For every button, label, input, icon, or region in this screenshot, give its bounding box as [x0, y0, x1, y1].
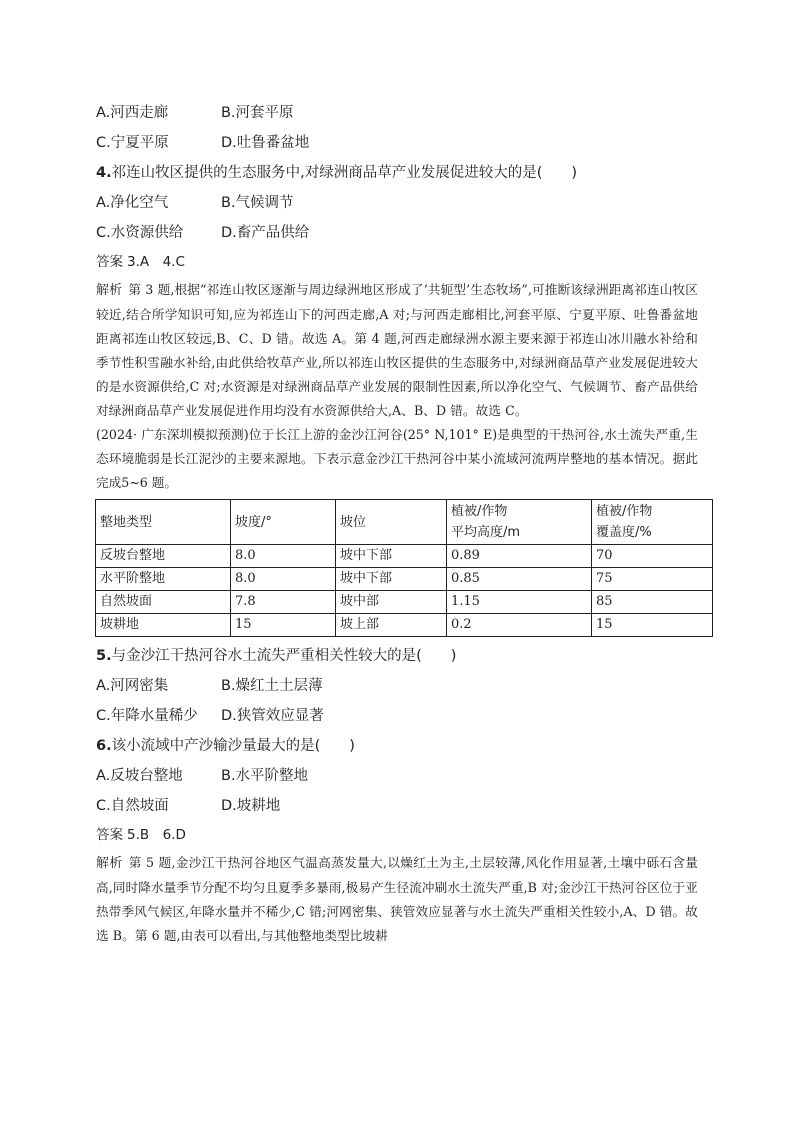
- question-5-text: 与金沙江干热河谷水土流失严重相关性较大的是( ): [111, 648, 457, 664]
- q3-option-a: A.河西走廊: [96, 105, 169, 121]
- q3-option-d: D.吐鲁番盆地: [221, 135, 310, 151]
- q5-option-c: C.年降水量稀少: [96, 708, 198, 724]
- q6-options-row-1: [96, 761, 698, 791]
- explanation-3-4: [96, 278, 698, 423]
- q6-option-d: D.坡耕地: [221, 798, 281, 814]
- explanation-label: 解析: [96, 856, 123, 871]
- table-cell: 0.2: [447, 614, 592, 637]
- table-cell: 8.0: [231, 545, 336, 568]
- answer-3-4: [96, 248, 698, 276]
- table-cell: 15: [592, 614, 713, 637]
- q6-option-a: A.反坡台整地: [96, 768, 183, 784]
- question-4: [96, 158, 698, 188]
- table-row: [96, 545, 713, 568]
- table-cell: 15: [231, 614, 336, 637]
- explanation-label: 解析: [96, 283, 123, 298]
- table-cell: 0.85: [447, 568, 592, 591]
- q3-option-b: B.河套平原: [221, 105, 294, 121]
- explanation-text: 第 5 题,金沙江干热河谷地区气温高蒸发量大,以燥红土为主,土层较薄,风化作用显著,土壤中砾石含量高,同时降水量季节分配不均匀且夏季多暴雨,极易产生径流冲刷水土流失严重,B 对;金沙江干热河谷区位于亚热带季风气候区,年降水量并不稀少,C 错;河网密集、狭管效应显著与水土流失严重相关性较小,A、D 错。故选 B。第 6 题,由表可以看出,与其他整地类型比坡耕: [96, 855, 699, 943]
- q5-options-row-2: [96, 701, 698, 731]
- intro-5-6: (2024· 广东深圳模拟预测)位于长江上游的金沙江河谷(25° N,101° E)是典型的干热河谷,水土流失严重,生态环境脆弱是长江泥沙的主要来源地。下表示意金沙江干热河谷中某小流域河流两岸整地的基本情况。据此完成5~6 题。: [96, 427, 698, 490]
- question-6-number: 6.: [96, 738, 112, 754]
- answer-text: 5.B 6.D: [127, 827, 186, 843]
- table-cell: 反坡台整地: [96, 545, 231, 568]
- table-row: [96, 591, 713, 614]
- explanation-text: 第 3 题,根据“祁连山牧区逐渐与周边绿洲地区形成了‘共轭型’生态牧场”,可推断该绿洲距离祁连山牧区较近,结合所学知识可知,应为祁连山下的河西走廊,A 对;与河西走廊相比,河套平原、宁夏平原、吐鲁番盆地距离祁连山牧区较远,B、C、D 错。故选 A。第 4 题,河西走廊绿洲水源主要来源于祁连山冰川融水补给和季节性积雪融水补给,由此供给牧草产业,所以祁连山牧区提供的生态服务中,对绿洲商品草产业发展促进较大的是水资源供给,C 对;水资源是对绿洲商品草产业发展的限制性因素,所以净化空气、气候调节、畜产品供给对绿洲商品草产业发展促进作用均没有水资源供给大,A、B、D 错。故选 C。: [96, 282, 698, 418]
- question-6: [96, 731, 698, 761]
- q5-option-d: D.狭管效应显著: [221, 708, 324, 724]
- table-cell: 7.8: [231, 591, 336, 614]
- table-header-height: 植被/作物 平均高度/m: [447, 500, 592, 545]
- answer-label: 答案: [96, 827, 123, 843]
- table-row: [96, 568, 713, 591]
- q5-options-row-1: [96, 671, 698, 701]
- land-preparation-table: [95, 499, 713, 637]
- explanation-5-6: [96, 851, 698, 948]
- q4-options-row-1: [96, 188, 698, 218]
- q4-options-row-2: [96, 218, 698, 248]
- table-cell: 水平阶整地: [96, 568, 231, 591]
- question-6-text: 该小流域中产沙输沙量最大的是( ): [111, 738, 355, 754]
- table-cell: 0.89: [447, 545, 592, 568]
- table-row: [96, 614, 713, 637]
- q5-option-b: B.燥红土土层薄: [221, 678, 323, 694]
- question-5-number: 5.: [96, 648, 112, 664]
- table-header-slope: 坡度/°: [231, 500, 336, 545]
- q6-option-b: B.水平阶整地: [221, 768, 309, 784]
- table-header-row: [96, 500, 713, 545]
- q4-option-d: D.畜产品供给: [221, 225, 310, 241]
- q3-options-row-1: [96, 98, 698, 128]
- q3-options-row-2: [96, 128, 698, 158]
- table-cell: 70: [592, 545, 713, 568]
- table-header-coverage: 植被/作物 覆盖度/%: [592, 500, 713, 545]
- page-content: [96, 98, 698, 948]
- question-4-number: 4.: [96, 165, 112, 181]
- q4-option-b: B.气候调节: [221, 195, 294, 211]
- q4-option-a: A.净化空气: [96, 195, 169, 211]
- question-4-text: 祁连山牧区提供的生态服务中,对绿洲商品草产业发展促进较大的是( ): [111, 165, 578, 181]
- answer-text: 3.A 4.C: [127, 254, 185, 270]
- table-cell: 坡中下部: [336, 545, 447, 568]
- table-cell: 自然坡面: [96, 591, 231, 614]
- table-cell: 坡上部: [336, 614, 447, 637]
- table-cell: 85: [592, 591, 713, 614]
- q5-option-a: A.河网密集: [96, 678, 169, 694]
- table-cell: 75: [592, 568, 713, 591]
- answer-5-6: [96, 821, 698, 849]
- question-5: [96, 641, 698, 671]
- q4-option-c: C.水资源供给: [96, 225, 184, 241]
- answer-label: 答案: [96, 254, 123, 270]
- table-cell: 8.0: [231, 568, 336, 591]
- table-cell: 坡中部: [336, 591, 447, 614]
- table-header-position: 坡位: [336, 500, 447, 545]
- table-cell: 1.15: [447, 591, 592, 614]
- table-header-type: 整地类型: [96, 500, 231, 545]
- table-cell: 坡耕地: [96, 614, 231, 637]
- q6-option-c: C.自然坡面: [96, 798, 169, 814]
- q6-options-row-2: [96, 791, 698, 821]
- table-cell: 坡中下部: [336, 568, 447, 591]
- q3-option-c: C.宁夏平原: [96, 135, 169, 151]
